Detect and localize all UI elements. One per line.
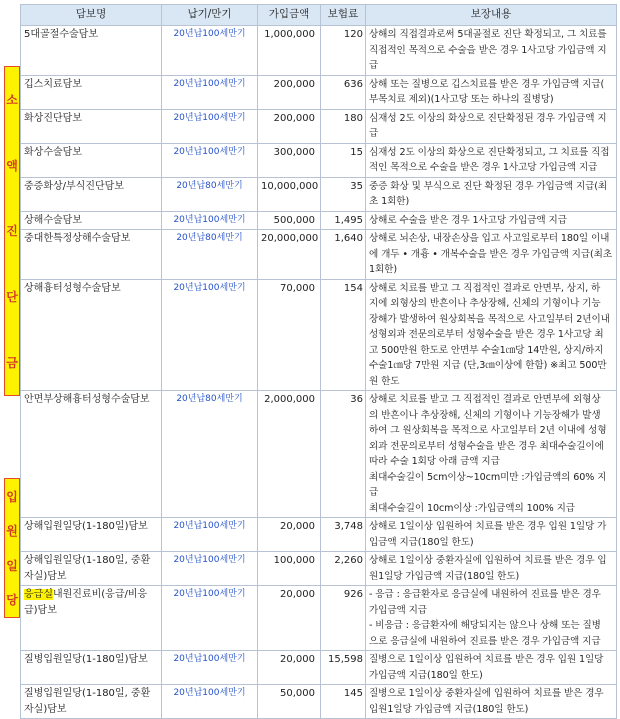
coverage-name-highlight: 응급실 [24,589,53,600]
coverage-premium: 120 [321,26,366,76]
table-row [21,391,617,518]
coverage-amount: 20,000,000 [258,230,321,280]
coverage-premium: 926 [321,586,366,651]
coverage-description [366,211,617,230]
description-line: 상해로 수술을 받은 경우 1사고당 가입금액 지급 [369,214,567,226]
side-label-hospitalization [4,478,20,618]
description-line: 상해로 뇌손상, 내장손상을 입고 사고일로부터 180일 이내 [369,233,610,244]
coverage-description [366,109,617,143]
table-row [21,230,617,280]
description-line: 상해로 1일이상 중환자실에 입원하여 치료를 받은 경우 입 [369,555,607,566]
description-line: 지에 외형상의 반흔이나 추상장해, 신체의 기형이나 기능 [369,298,601,309]
coverage-premium: 145 [321,685,366,719]
coverage-description [366,685,617,719]
coverage-amount: 200,000 [258,75,321,109]
description-line: 급 [369,60,379,71]
coverage-premium: 1,495 [321,211,366,230]
side-label-char: 소 [6,93,18,108]
description-line: 심재성 2도 이상의 화상으로 진단확정된 경우 가입금액 지급 [369,112,607,139]
coverage-period: 20년납100세만기 [162,143,258,177]
coverage-premium: 15 [321,143,366,177]
description-line: 중증 화상 및 부식으로 진단 확정된 경우 가입금액 지급(최 [369,180,608,192]
description-line: 하여 그 원상회복을 목적으로 사고일부터 2년 이내에 성형 [369,425,607,436]
coverage-amount: 20,000 [258,651,321,685]
coverage-period: 20년납100세만기 [162,552,258,586]
coverage-name: 상해흉터성형수술담보 [21,279,162,391]
coverage-period: 20년납100세만기 [162,279,258,391]
side-label-char: 금 [6,355,18,370]
description-line: 수술1㎝당 7만원 지급 (단,3㎝이상에 한함) ※최고 500만 [369,360,607,371]
description-line: 에 개두 • 개흉 • 개복수술을 받은 경우 가입금액 지급(최초 [369,248,612,260]
coverage-premium: 636 [321,75,366,109]
coverage-name: 중대한특정상해수술담보 [21,230,162,280]
table-row [21,279,617,391]
coverage-amount: 1,000,000 [258,26,321,76]
description-line: 부목치료 제외)(1사고당 또는 하나의 질병당) [369,94,554,105]
coverage-period: 20년납100세만기 [162,586,258,651]
coverage-amount: 70,000 [258,279,321,391]
description-line: 성형외과 전문의로부터 성형수술을 받은 경우 1사고당 최 [369,329,604,340]
description-line: 장해가 발생하여 원상회복을 목적으로 사고일부터 2년이내 [369,313,610,325]
side-label-char: 당 [6,593,18,608]
header-name: 담보명 [21,5,162,26]
description-line: 심재성 2도 이상의 화상으로 진단확정되고, 그 치료를 직접 [369,146,610,158]
coverage-description [366,279,617,391]
coverage-premium: 35 [321,177,366,211]
description-line: 상해로 치료를 받고 그 직접적인 결과로 안면부에 외형상 [369,394,601,405]
coverage-period: 20년납100세만기 [162,685,258,719]
coverage-name: 질병입원일당(1-180일, 중환자실)담보 [21,685,162,719]
coverage-period: 20년납100세만기 [162,26,258,76]
side-label-char: 일 [6,558,18,573]
description-line: 상해로 1일이상 입원하여 치료를 받은 경우 입원 1일당 가 [369,521,607,532]
coverage-description [366,586,617,651]
header-premium: 보험료 [321,5,366,26]
description-line: 입금액 지급(180일 한도) [369,536,474,548]
coverage-name: 질병입원일당(1-180일)담보 [21,651,162,685]
description-line: 질병으로 1일이상 입원하여 치료를 받은 경우 입원 1일당 [369,654,604,665]
coverage-amount: 20,000 [258,518,321,552]
description-line: 따라 수술 1회당 아래 금액 지급 [369,456,500,467]
description-line: 적인 목적으로 수술을 받은 경우 1사고당 가입금액 지급 [369,162,598,173]
description-line: 원 한도 [369,375,400,387]
table-row [21,143,617,177]
coverage-amount: 100,000 [258,552,321,586]
coverage-amount: 2,000,000 [258,391,321,518]
coverage-table [20,4,617,719]
coverage-description [366,230,617,280]
coverage-name: 화상수술담보 [21,143,162,177]
header-desc: 보장내용 [366,5,617,26]
description-line: 질병으로 1일이상 중환자실에 입원하여 치료를 받은 경우 [369,688,604,699]
coverage-description [366,552,617,586]
table-row [21,75,617,109]
coverage-name [21,586,162,651]
coverage-amount: 10,000,000 [258,177,321,211]
coverage-description [366,177,617,211]
table-row [21,26,617,76]
table-row [21,552,617,586]
description-line: 상해로 치료를 받고 그 직접적인 결과로 안면부, 상지, 하 [369,282,601,294]
description-line: 1회한) [369,264,397,275]
coverage-name: 중증화상/부식진단담보 [21,177,162,211]
side-label-char: 단 [6,290,18,305]
description-line: 고 500만원 한도로 안면부 수술1㎝당 14만원, 상지/하지 [369,344,604,356]
coverage-period: 20년납100세만기 [162,109,258,143]
side-label-char: 액 [6,158,18,173]
description-line: 가입금액 지급 [369,604,427,616]
coverage-premium: 3,748 [321,518,366,552]
coverage-description [366,143,617,177]
description-line: 원1일당 가입금액 지급(180일 한도) [369,570,520,582]
coverage-amount: 300,000 [258,143,321,177]
table-row [21,177,617,211]
description-line: - 비응급 : 응급환자에 해당되지는 않으나 상해 또는 질병 [369,620,601,631]
side-label-char: 진 [6,224,18,239]
header-amount: 가입금액 [258,5,321,26]
coverage-period: 20년납100세만기 [162,518,258,552]
side-label-char: 원 [6,524,18,539]
coverage-premium: 154 [321,279,366,391]
side-label-char: 입 [6,489,18,504]
coverage-description [366,75,617,109]
coverage-period: 20년납100세만기 [162,211,258,230]
side-label-small-amount-diagnosis [4,66,20,396]
coverage-period: 20년납100세만기 [162,75,258,109]
header-period: 납기/만기 [162,5,258,26]
description-line: 가입금액 지급(180일 한도) [369,669,483,681]
table-row [21,518,617,552]
table-row [21,109,617,143]
coverage-description [366,518,617,552]
description-line: 직접적인 목적으로 수술을 받은 경우 1사고당 가입금액 지 [369,44,607,56]
coverage-name-rest: 내원진료비(응급/비응급)담보 [24,589,148,616]
coverage-name: 상해수술담보 [21,211,162,230]
description-line: 상해 또는 질병으로 깁스치료를 받은 경우 가입금액 지급( [369,78,605,90]
coverage-amount: 50,000 [258,685,321,719]
coverage-description [366,391,617,518]
description-line: 의 반흔이나 추상장해, 신체의 기형이나 기능장해가 발생 [369,409,601,421]
coverage-premium: 15,598 [321,651,366,685]
coverage-description [366,26,617,76]
description-line: 으로 응급실에 내원하여 진료를 받은 경우 가입금액 지급 [369,635,601,647]
coverage-period: 20년납80세만기 [162,230,258,280]
description-line: 최대수술길이 5cm이상~10cm미만 :가입금액의 60% 지급 [369,471,607,498]
coverage-premium: 36 [321,391,366,518]
description-line: 입원1일당 가입금액 지급(180일 한도) [369,703,529,715]
coverage-period: 20년납80세만기 [162,177,258,211]
table-row [21,586,617,651]
table-header-row [21,5,617,26]
description-line: 최대수술길이 10cm이상 :가입금액의 100% 지급 [369,502,575,514]
table-row [21,685,617,719]
description-line: - 응급 : 응급환자로 응급실에 내원하여 진료를 받은 경우 [369,589,601,600]
coverage-premium: 1,640 [321,230,366,280]
coverage-name: 상해입원일당(1-180일, 중환자실)담보 [21,552,162,586]
coverage-period: 20년납80세만기 [162,391,258,518]
coverage-premium: 180 [321,109,366,143]
description-line: 초 1회한) [369,196,410,207]
coverage-amount: 500,000 [258,211,321,230]
description-line: 상해의 직접결과로써 5대골절로 진단 확정되고, 그 치료를 [369,29,607,40]
coverage-name: 상해입원일당(1-180일)담보 [21,518,162,552]
description-line: 외과 전문의로부터 성형수술을 받은 경우 최대수술길이에 [369,440,604,452]
coverage-name: 화상진단담보 [21,109,162,143]
coverage-amount: 20,000 [258,586,321,651]
coverage-name: 5대골절수술담보 [21,26,162,76]
coverage-period: 20년납100세만기 [162,651,258,685]
table-row [21,211,617,230]
coverage-name: 깁스치료담보 [21,75,162,109]
coverage-premium: 2,260 [321,552,366,586]
coverage-amount: 200,000 [258,109,321,143]
coverage-name: 안면부상해흉터성형수술담보 [21,391,162,518]
